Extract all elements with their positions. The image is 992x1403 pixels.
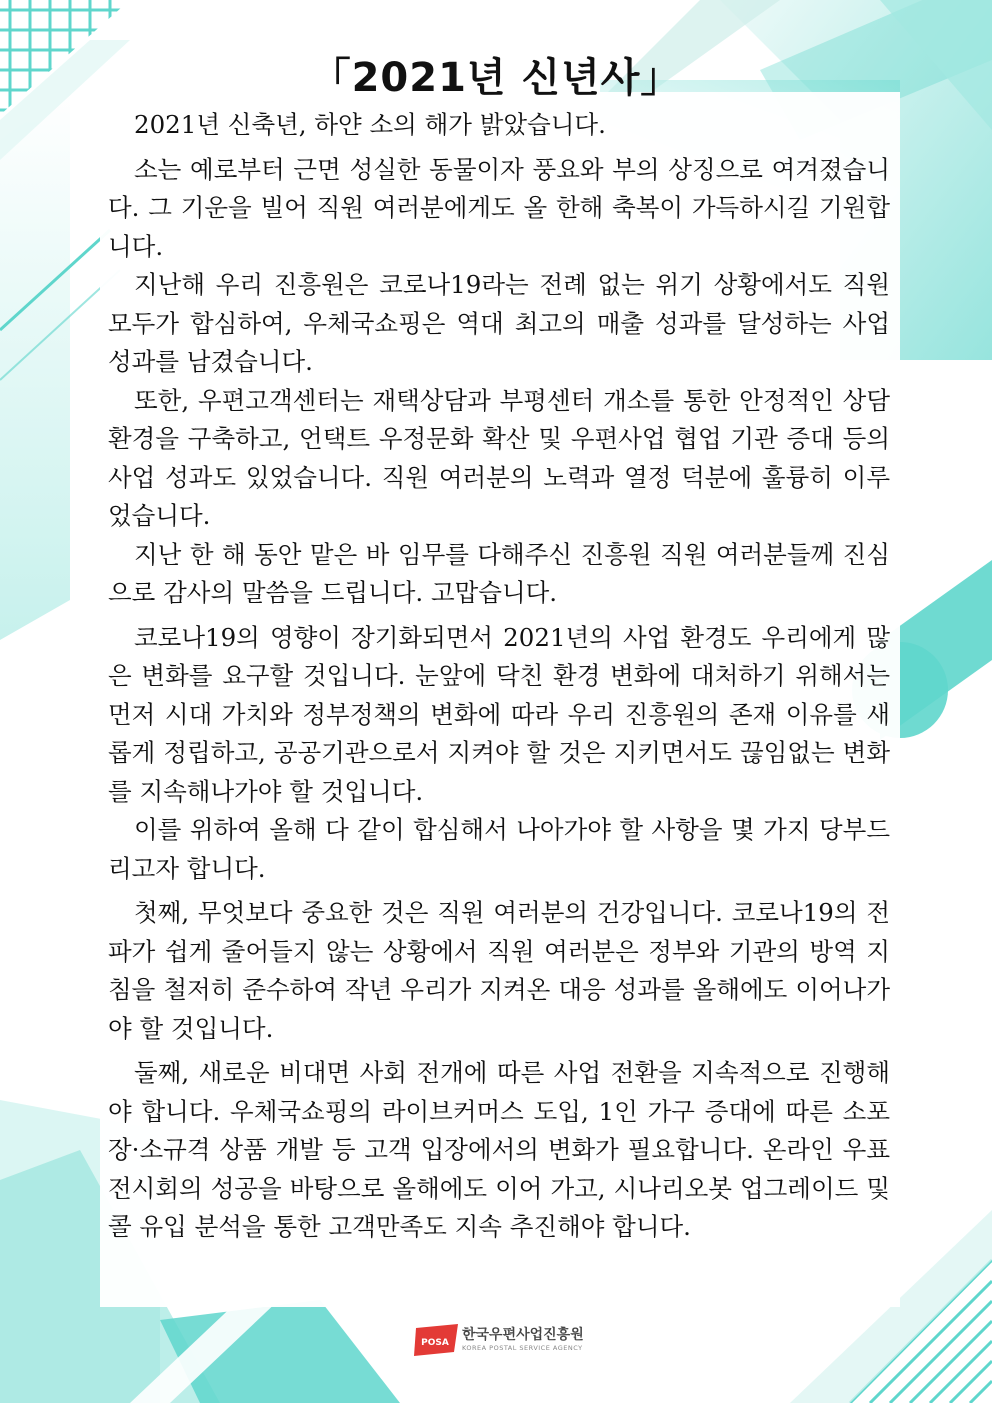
paragraph-3: 지난해 우리 진흥원은 코로나19라는 전례 없는 위기 상황에서도 직원 모두가 합심하여, 우체국쇼핑은 역대 최고의 매출 성과를 달성하는 사업 성과를 남겼습니다. xyxy=(108,270,890,376)
paragraph-5: 지난 한 해 동안 맡은 바 임무를 다해주신 진흥원 직원 여러분들께 진심으로 감사의 말씀을 드립니다. 고맙습니다. xyxy=(108,539,890,607)
logo-name-english: KOREA POSTAL SERVICE AGENCY xyxy=(462,1344,583,1352)
paragraph-4: 또한, 우편고객센터는 재택상담과 부평센터 개소를 통한 안정적인 상담 환경을 구축하고, 언택트 우정문화 확산 및 우편사업 협업 기관 증대 등의 사업 성과도 있었습니다. 직원 여러분의 노력과 열정 덕분에 훌륭히 이루었습니다. xyxy=(108,385,890,530)
paragraph-8: 첫째, 무엇보다 중요한 것은 직원 여러분의 건강입니다. 코로나19의 전파가 쉽게 줄어들지 않는 상황에서 직원 여러분은 정부와 기관의 방역 지침을 철저히 준수하여 작년 우리가 지켜온 대응 성과를 올해에도 이어나가야 할 것입니다. xyxy=(108,898,890,1043)
document-title: 「2021년 신년사」 xyxy=(310,55,682,101)
paragraph-7: 이를 위하여 올해 다 같이 합심해서 나아가야 할 사항을 몇 가지 당부드리고자 합니다. xyxy=(108,815,890,883)
organization-logo xyxy=(414,1320,614,1360)
paragraph-2: 소는 예로부터 근면 성실한 동물이자 풍요와 부의 상징으로 여겨졌습니다. 그 기운을 빌어 직원 여러분에게도 올 한해 축복이 가득하시길 기원합니다. xyxy=(108,154,890,261)
letter-body xyxy=(108,106,890,1247)
logo-mark-text: POSA xyxy=(421,1338,449,1348)
logo-name-korean: 한국우편사업진흥원 xyxy=(462,1327,584,1343)
paragraph-9: 둘째, 새로운 비대면 사회 전개에 따른 사업 전환을 지속적으로 진행해야 합니다. 우체국쇼핑의 라이브커머스 도입, 1인 가구 증대에 따른 소포장·소규격 상품 개발 등 고객 입장에서의 변화가 필요합니다. 온라인 우표전시회의 성공을 바탕으로 올해에도 이어 가고, 시나리오봇 업그레이드 및 콜 유입 분석을 통한 고객만족도 지속 추진해야 합니다. xyxy=(108,1058,890,1241)
paragraph-6: 코로나19의 영향이 장기화되면서 2021년의 사업 환경도 우리에게 많은 변화를 요구할 것입니다. 눈앞에 닥친 환경 변화에 대처하기 위해서는 먼저 시대 가치와 정부정책의 변화에 따라 우리 진흥원의 존재 이유를 새롭게 정립하고, 공공기관으로서 지켜야 할 것은 지키면서도 끊임없는 변화를 지속해나가야 할 것입니다. xyxy=(108,622,890,806)
paragraph-1: 2021년 신축년, 하얀 소의 해가 밝았습니다. xyxy=(134,110,606,139)
posa-logo-icon xyxy=(414,1324,458,1356)
